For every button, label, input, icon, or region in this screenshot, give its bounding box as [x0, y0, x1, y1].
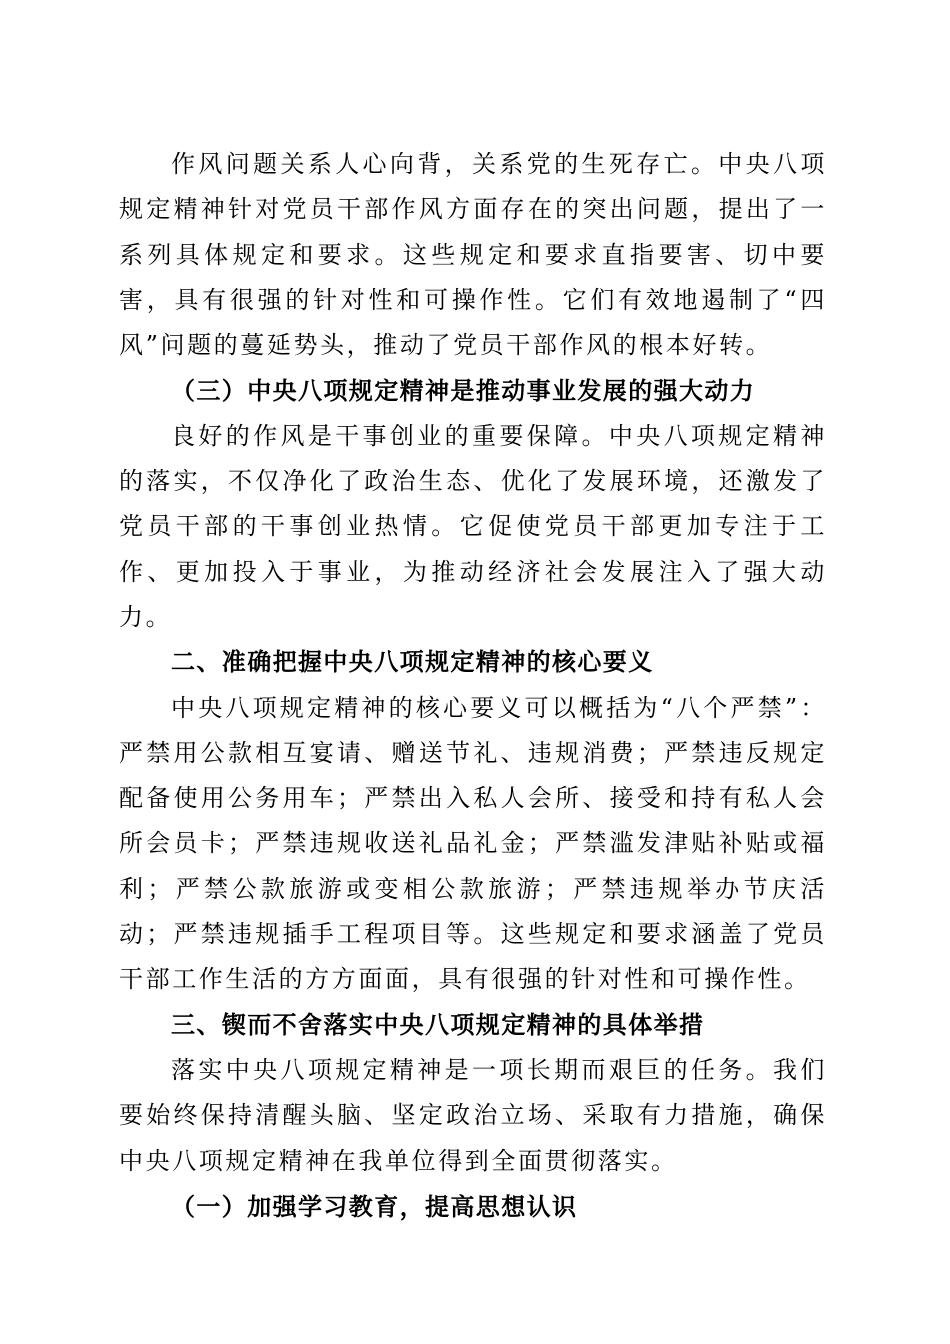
body-paragraph-work-style: 作风问题关系人心向背，关系党的生死存亡。中央八项规定精神针对党员干部作风方面存在的突出问题，提出了一系列具体规定和要求。这些规定和要求直指要害、切中要害，具有很强的针对性和可操作性。它们有效地遏制了“四风”问题的蔓延势头，推动了党员干部作风的根本好转。 [119, 150, 827, 360]
body-paragraph-good-style: 良好的作风是干事创业的重要保障。中央八项规定精神的落实，不仅净化了政治生态、优化了发展环境，还激发了党员干部的干事创业热情。它促使党员干部更加专注于工作、更加投入于事业，为推动经济社会发展注入了强大动力。 [119, 421, 827, 631]
subheading-one-study-education: （一）加强学习教育，提高思想认识 [171, 1191, 578, 1221]
document-body [119, 142, 827, 1229]
section-heading-three: 三、锲而不舍落实中央八项规定精神的具体举措 [171, 1010, 705, 1039]
body-paragraph-eight-prohibitions: 中央八项规定精神的核心要义可以概括为“八个严禁”：严禁用公款相互宴请、赠送节礼、违规消费；严禁违反规定配备使用公务用车；严禁出入私人会所、接受和持有私人会所会员卡；严禁违规收送礼品礼金；严禁滥发津贴补贴或福利；严禁公款旅游或变相公款旅游；严禁违规举办节庆活动；严禁违规插手工程项目等。这些规定和要求涵盖了党员干部工作生活的方方面面，具有很强的针对性和可操作性。 [119, 693, 827, 994]
subheading-three-driving-force: （三）中央八项规定精神是推动事业发展的强大动力 [171, 376, 756, 406]
section-heading-two: 二、准确把握中央八项规定精神的核心要义 [171, 648, 654, 677]
body-paragraph-long-term-task: 落实中央八项规定精神是一项长期而艰巨的任务。我们要始终保持清醒头脑、坚定政治立场、采取有力措施，确保中央八项规定精神在我单位得到全面贯彻落实。 [119, 1055, 827, 1175]
